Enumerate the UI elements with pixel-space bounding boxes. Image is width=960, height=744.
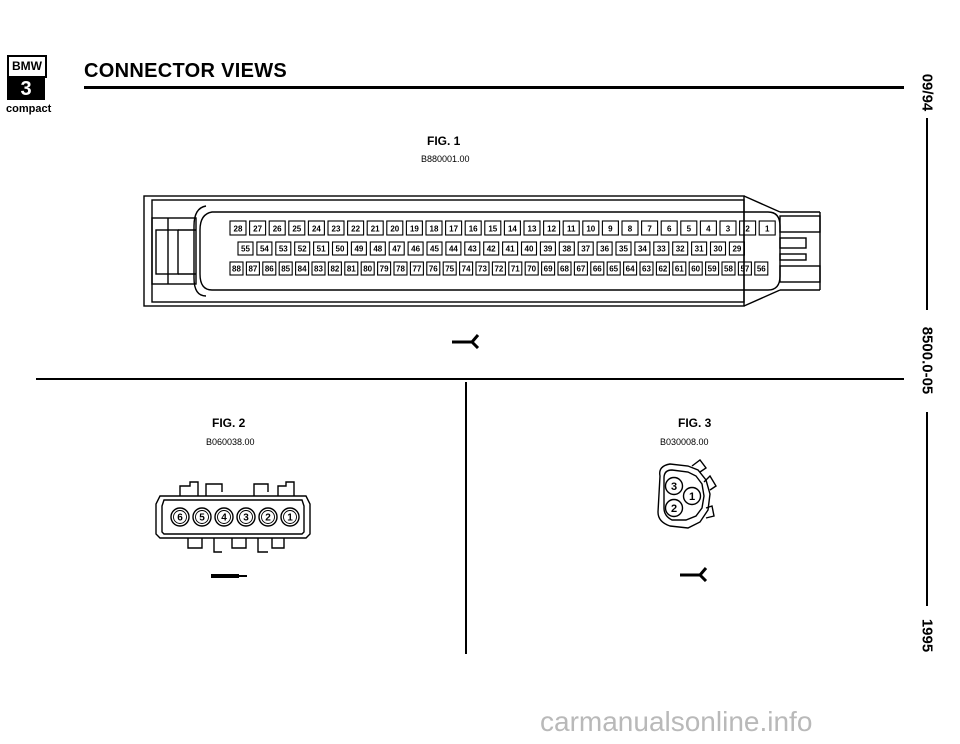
fig1-pin-40: [522, 242, 537, 255]
svg-text:42: 42: [486, 244, 496, 254]
fig1-pin-26: [269, 221, 285, 235]
fig1-pin-23: [328, 221, 344, 235]
svg-text:1: 1: [287, 512, 293, 524]
svg-text:45: 45: [430, 244, 439, 254]
fig1-pin-71: [509, 262, 522, 275]
fig1-pin-54: [257, 242, 272, 255]
svg-text:44: 44: [448, 244, 458, 254]
svg-text:4: 4: [706, 224, 711, 234]
svg-text:1: 1: [764, 224, 770, 234]
fig1-pin-3: [720, 221, 736, 235]
fig1-pin-49: [351, 242, 366, 255]
svg-text:65: 65: [609, 264, 619, 274]
logo-subtitle: compact: [6, 103, 52, 115]
fig1-pin-72: [492, 262, 505, 275]
svg-text:40: 40: [524, 244, 534, 254]
fig1-pin-61: [673, 262, 686, 275]
svg-text:86: 86: [264, 264, 274, 274]
side-rule: [926, 118, 928, 310]
svg-text:43: 43: [467, 244, 477, 254]
fig1-pin-88: [230, 262, 243, 275]
fig1-pin-66: [591, 262, 604, 275]
svg-text:23: 23: [331, 224, 341, 234]
fig1-pin-27: [250, 221, 266, 235]
fig1-pin-69: [542, 262, 555, 275]
svg-text:41: 41: [505, 244, 515, 254]
bmw-3-compact-logo: [7, 55, 45, 105]
fig1-pin-29: [729, 242, 744, 255]
svg-text:57: 57: [740, 264, 750, 274]
fig2-pin-2: [259, 508, 277, 526]
logo-series: 3: [7, 78, 45, 100]
svg-text:18: 18: [429, 224, 439, 234]
svg-text:25: 25: [292, 224, 302, 234]
fig1-pin-34: [635, 242, 650, 255]
fig1-pin-67: [574, 262, 587, 275]
fig1-pin-20: [387, 221, 403, 235]
fig1-pin-57: [738, 262, 751, 275]
fig1-pin-44: [446, 242, 461, 255]
svg-text:56: 56: [756, 264, 766, 274]
fig1-pin-36: [597, 242, 612, 255]
fig1-pin-37: [578, 242, 593, 255]
fig1-pin-75: [443, 262, 456, 275]
fig1-pin-9: [602, 221, 618, 235]
fig1-pin-18: [426, 221, 442, 235]
fig1-pin-55: [238, 242, 253, 255]
fig1-label: FIG. 1: [427, 134, 461, 148]
fig1-pin-83: [312, 262, 325, 275]
fig1-pin-5: [681, 221, 697, 235]
fig1-pin-32: [673, 242, 688, 255]
svg-text:31: 31: [694, 244, 704, 254]
fig2-pin-5: [193, 508, 211, 526]
fig1-pin-46: [408, 242, 423, 255]
svg-text:46: 46: [411, 244, 421, 254]
fig1-pin-24: [308, 221, 324, 235]
svg-text:3: 3: [725, 224, 731, 234]
fig2-pin-3: [237, 508, 255, 526]
fig1-pin-68: [558, 262, 571, 275]
svg-text:11: 11: [566, 224, 576, 234]
fig1-pin-33: [654, 242, 669, 255]
fig1-connector-diagram: [140, 190, 830, 314]
svg-text:28: 28: [233, 224, 243, 234]
fig3-pin-3: [666, 478, 683, 495]
fig3-connector-diagram: [648, 456, 720, 536]
svg-text:32: 32: [675, 244, 685, 254]
svg-text:24: 24: [311, 224, 321, 234]
fig1-pin-15: [485, 221, 501, 235]
svg-text:39: 39: [543, 244, 553, 254]
svg-text:76: 76: [428, 264, 438, 274]
fig1-pin-79: [378, 262, 391, 275]
svg-text:19: 19: [409, 224, 419, 234]
fig3-label: FIG. 3: [678, 416, 712, 430]
fig1-pin-43: [465, 242, 480, 255]
fig1-pin-31: [692, 242, 707, 255]
fig1-pin-38: [559, 242, 574, 255]
svg-text:35: 35: [619, 244, 628, 254]
fig1-pin-77: [410, 262, 423, 275]
svg-text:27: 27: [253, 224, 263, 234]
svg-text:13: 13: [527, 224, 537, 234]
svg-text:10: 10: [586, 224, 596, 234]
fig1-pin-53: [276, 242, 291, 255]
svg-text:47: 47: [392, 244, 402, 254]
fig2-code: B060038.00: [206, 437, 255, 447]
fig2-connector-diagram: [150, 478, 316, 558]
svg-text:52: 52: [297, 244, 307, 254]
fig1-pin-10: [583, 221, 599, 235]
fig1-pin-50: [333, 242, 348, 255]
svg-text:36: 36: [600, 244, 610, 254]
svg-text:12: 12: [547, 224, 557, 234]
svg-text:9: 9: [608, 224, 613, 234]
svg-text:3: 3: [243, 512, 249, 524]
fig1-pin-64: [624, 262, 637, 275]
svg-text:60: 60: [691, 264, 701, 274]
fig1-pin-12: [544, 221, 560, 235]
fig1-pin-56: [755, 262, 768, 275]
svg-text:62: 62: [658, 264, 668, 274]
side-year: 1995: [918, 618, 936, 653]
fig1-pin-81: [345, 262, 358, 275]
svg-text:3: 3: [670, 481, 678, 493]
svg-text:85: 85: [281, 264, 291, 274]
svg-text:61: 61: [674, 264, 684, 274]
fig3-code: B030008.00: [660, 437, 709, 447]
svg-text:6: 6: [177, 512, 183, 524]
svg-text:81: 81: [346, 264, 356, 274]
svg-text:34: 34: [637, 244, 647, 254]
svg-text:74: 74: [461, 264, 471, 274]
fig1-pin-8: [622, 221, 638, 235]
fig1-pin-60: [689, 262, 702, 275]
fig1-pin-63: [640, 262, 653, 275]
svg-text:75: 75: [445, 264, 455, 274]
fig1-pin-25: [289, 221, 305, 235]
fig1-pin-76: [427, 262, 440, 275]
svg-text:4: 4: [221, 512, 227, 524]
svg-text:59: 59: [707, 264, 717, 274]
svg-text:1: 1: [688, 491, 696, 503]
svg-text:5: 5: [686, 224, 692, 234]
fig2-pin-4: [215, 508, 233, 526]
svg-text:67: 67: [576, 264, 586, 274]
fig1-code: B880001.00: [421, 154, 470, 164]
section-divider: [36, 378, 904, 380]
fig1-pin-87: [246, 262, 259, 275]
svg-text:73: 73: [478, 264, 487, 274]
svg-text:82: 82: [330, 264, 340, 274]
fig3-connector-symbol: [680, 566, 708, 582]
fig1-pin-48: [370, 242, 385, 255]
logo-brand: BMW: [7, 55, 47, 78]
fig1-pin-22: [348, 221, 364, 235]
svg-text:51: 51: [316, 244, 326, 254]
svg-text:17: 17: [449, 224, 459, 234]
fig1-pin-28: [230, 221, 246, 235]
svg-text:77: 77: [412, 264, 422, 274]
svg-text:72: 72: [494, 264, 504, 274]
page-title: CONNECTOR VIEWS: [84, 60, 288, 82]
fig1-pin-82: [328, 262, 341, 275]
svg-text:2: 2: [670, 503, 678, 515]
svg-text:21: 21: [370, 224, 380, 234]
svg-text:71: 71: [510, 264, 520, 274]
svg-text:66: 66: [592, 264, 602, 274]
svg-text:26: 26: [272, 224, 282, 234]
svg-text:68: 68: [560, 264, 569, 274]
svg-text:58: 58: [724, 264, 733, 274]
fig1-pin-2: [740, 221, 756, 235]
svg-text:79: 79: [379, 264, 389, 274]
fig1-pin-52: [295, 242, 310, 255]
svg-text:80: 80: [363, 264, 373, 274]
fig3-pin-1: [684, 488, 701, 505]
fig1-pin-42: [484, 242, 499, 255]
svg-text:49: 49: [354, 244, 364, 254]
svg-text:30: 30: [713, 244, 723, 254]
svg-text:16: 16: [468, 224, 478, 234]
svg-text:37: 37: [581, 244, 591, 254]
svg-text:22: 22: [351, 224, 361, 234]
fig1-pin-62: [656, 262, 669, 275]
fig1-pin-19: [406, 221, 422, 235]
fig1-pin-13: [524, 221, 540, 235]
svg-text:70: 70: [527, 264, 537, 274]
fig1-pin-7: [642, 221, 658, 235]
svg-text:84: 84: [297, 264, 307, 274]
svg-text:15: 15: [488, 224, 498, 234]
svg-text:6: 6: [666, 224, 672, 234]
svg-text:38: 38: [562, 244, 572, 254]
side-date: 09/94: [918, 73, 936, 112]
svg-text:54: 54: [259, 244, 269, 254]
header-rule: [84, 86, 904, 89]
fig1-pin-30: [711, 242, 726, 255]
svg-text:53: 53: [278, 244, 288, 254]
fig1-pin-86: [263, 262, 276, 275]
fig1-pin-65: [607, 262, 620, 275]
fig2-pin-6: [171, 508, 189, 526]
fig1-pin-21: [367, 221, 383, 235]
fig1-pin-59: [706, 262, 719, 275]
svg-text:2: 2: [745, 224, 750, 234]
fig1-pin-47: [389, 242, 404, 255]
fig3-pin-2: [666, 500, 683, 517]
fig1-pin-70: [525, 262, 538, 275]
side-page-code: 8500.0-05: [918, 326, 936, 395]
fig1-connector-symbol: [452, 333, 480, 349]
fig1-pin-1: [759, 221, 775, 235]
fig1-pin-4: [700, 221, 716, 235]
fig1-pin-85: [279, 262, 292, 275]
svg-text:64: 64: [625, 264, 635, 274]
svg-text:69: 69: [543, 264, 553, 274]
fig1-pin-84: [296, 262, 309, 275]
fig1-pin-78: [394, 262, 407, 275]
fig1-pin-41: [503, 242, 518, 255]
fig1-pin-74: [460, 262, 473, 275]
svg-text:5: 5: [199, 512, 205, 524]
vertical-divider: [465, 382, 467, 654]
fig1-pin-11: [563, 221, 579, 235]
watermark: carmanualsonline.info: [540, 706, 813, 737]
fig1-pin-14: [504, 221, 520, 235]
svg-text:33: 33: [656, 244, 666, 254]
fig1-pin-45: [427, 242, 442, 255]
fig1-pin-80: [361, 262, 374, 275]
svg-text:63: 63: [642, 264, 651, 274]
fig1-pin-51: [314, 242, 329, 255]
svg-text:88: 88: [232, 264, 241, 274]
fig1-pin-35: [616, 242, 631, 255]
svg-text:20: 20: [390, 224, 400, 234]
fig2-pin-1: [281, 508, 299, 526]
fig1-pin-16: [465, 221, 481, 235]
fig1-pin-73: [476, 262, 489, 275]
fig1-pin-58: [722, 262, 735, 275]
fig1-pin-17: [446, 221, 462, 235]
svg-text:87: 87: [248, 264, 258, 274]
fig1-pin-39: [540, 242, 555, 255]
svg-text:50: 50: [335, 244, 345, 254]
svg-text:14: 14: [507, 224, 517, 234]
svg-text:83: 83: [314, 264, 323, 274]
svg-text:78: 78: [396, 264, 405, 274]
fig2-connector-symbol: [211, 571, 249, 581]
svg-text:8: 8: [627, 224, 633, 234]
svg-text:2: 2: [265, 512, 271, 524]
fig2-label: FIG. 2: [212, 416, 246, 430]
svg-text:48: 48: [373, 244, 383, 254]
svg-text:55: 55: [241, 244, 250, 254]
side-rule-2: [926, 412, 928, 606]
svg-text:7: 7: [647, 224, 652, 234]
fig1-pin-6: [661, 221, 677, 235]
svg-text:29: 29: [732, 244, 742, 254]
